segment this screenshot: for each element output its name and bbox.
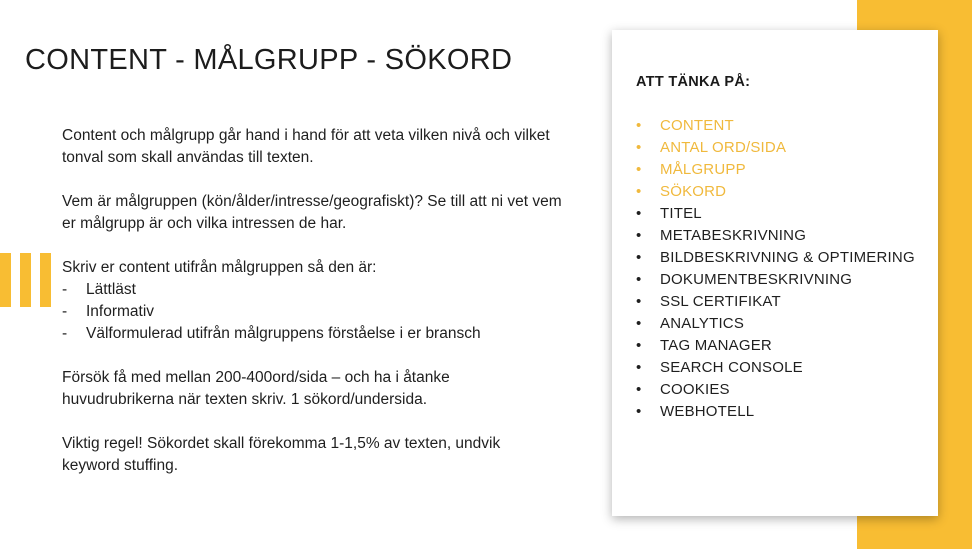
- checklist-item-analytics: • ANALYTICS: [636, 313, 915, 335]
- paragraph-target-group: Vem är målgruppen (kön/ålder/intresse/geografiskt)? Se till att ni vet vem er målgrupp är och vilka intressen de har.: [62, 193, 562, 232]
- checklist-item-document-description: • DOKUMENTBESKRIVNING: [636, 269, 915, 291]
- checklist-item-word-count: • ANTAL ORD/SIDA: [636, 137, 915, 159]
- checklist-heading: ATT TÄNKA PÅ:: [636, 74, 751, 90]
- decorative-stripes: [0, 253, 60, 307]
- stripe: [20, 253, 31, 307]
- list-item: - Välformulerad utifrån målgruppens förståelse i er bransch: [62, 323, 562, 345]
- checklist-item-image-description: • BILDBESKRIVNING & OPTIMERING: [636, 247, 915, 269]
- paragraph-content-audience: Content och målgrupp går hand i hand för att veta vilken nivå och vilket tonval som skall användas till texten.: [62, 127, 550, 166]
- checklist-item-target-group: • MÅLGRUPP: [636, 159, 915, 181]
- checklist-item-meta-description: • METABESKRIVNING: [636, 225, 915, 247]
- paragraph-write-intro: Skriv er content utifrån målgruppen så den är:: [62, 259, 377, 276]
- paragraph-keyword-rule: Viktig regel! Sökordet skall förekomma 1-1,5% av texten, undvik keyword stuffing.: [62, 435, 501, 474]
- checklist-item-search-console: • SEARCH CONSOLE: [636, 357, 915, 379]
- slide-title: CONTENT - MÅLGRUPP - SÖKORD: [25, 44, 513, 76]
- stripe: [40, 253, 51, 307]
- checklist-item-ssl: • SSL CERTIFIKAT: [636, 291, 915, 313]
- checklist-item-content: • CONTENT: [636, 115, 915, 137]
- checklist-item-title: • TITEL: [636, 203, 915, 225]
- paragraph-word-count: Försök få med mellan 200-400ord/sida – och ha i åtanke huvudrubrikerna när texten skriv. 1 sökord/undersida.: [62, 369, 450, 408]
- checklist-item-cookies: • COOKIES: [636, 379, 915, 401]
- checklist-item-webhosting: • WEBHOTELL: [636, 401, 915, 423]
- checklist-card: [612, 30, 938, 516]
- requirements-list: [62, 279, 562, 345]
- checklist-item-tag-manager: • TAG MANAGER: [636, 335, 915, 357]
- list-item: - Lättläst: [62, 279, 562, 301]
- checklist: [636, 115, 915, 423]
- body-text: [62, 125, 562, 499]
- checklist-item-keyword: • SÖKORD: [636, 181, 915, 203]
- stripe: [0, 253, 11, 307]
- list-item: - Informativ: [62, 301, 562, 323]
